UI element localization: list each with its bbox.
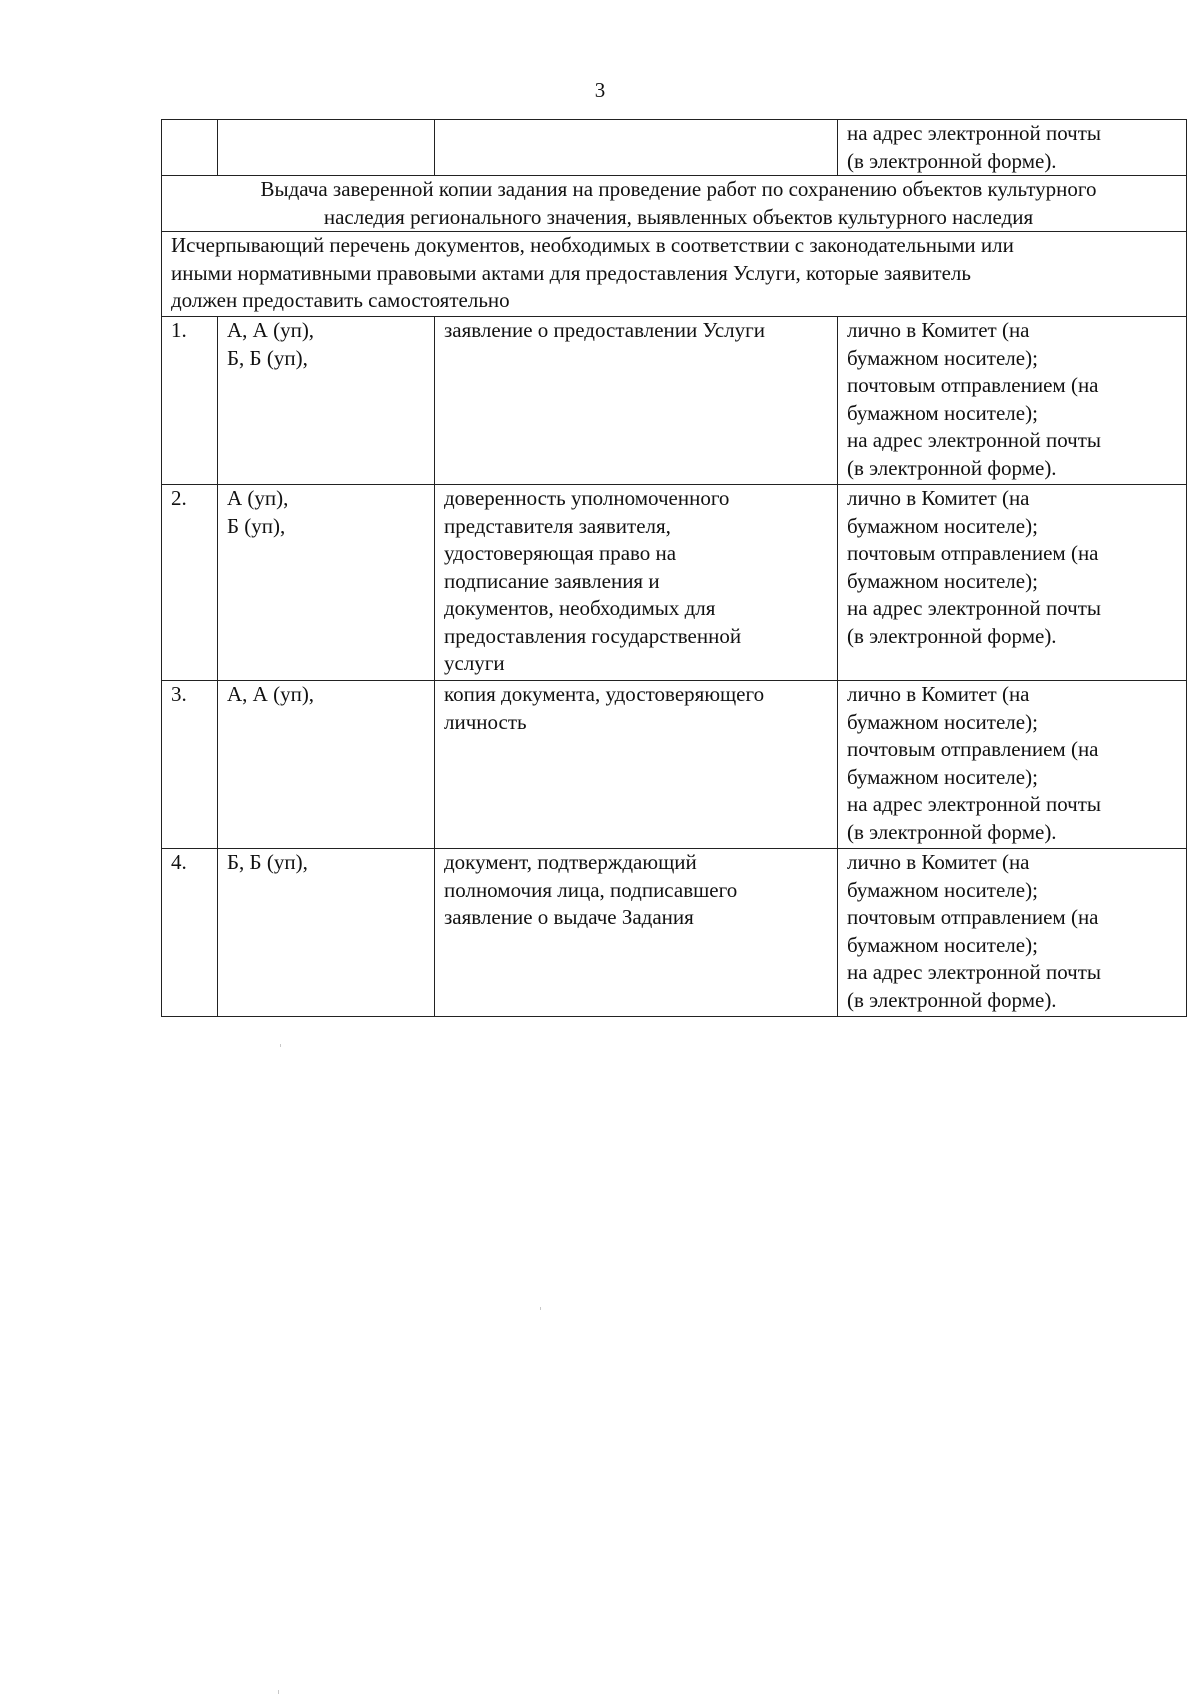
document-line: доверенность уполномоченного bbox=[444, 486, 730, 510]
document-line: полномочия лица, подписавшего bbox=[444, 877, 738, 902]
document-line: копия документа, удостоверяющего bbox=[444, 682, 765, 706]
document-line: подписание заявления и bbox=[444, 568, 660, 593]
scan-speck bbox=[280, 1044, 281, 1047]
row-applicant bbox=[218, 485, 435, 681]
method-line: лично в Комитет (на bbox=[847, 486, 1030, 510]
table-row bbox=[162, 317, 1187, 485]
section-title bbox=[162, 176, 1187, 232]
list-caption-line: иными нормативными правовыми актами для предоставления Услуги, которые заявитель bbox=[171, 260, 971, 285]
cell-applicant bbox=[218, 120, 435, 176]
applicant-line: А, А (уп), bbox=[227, 682, 315, 706]
method-line: лично в Комитет (на bbox=[847, 850, 1030, 874]
row-number: 1. bbox=[162, 317, 218, 485]
applicant-line: Б, Б (уп), bbox=[227, 345, 308, 370]
document-line: удостоверяющая право на bbox=[444, 541, 677, 565]
row-method bbox=[838, 681, 1187, 849]
method-line: бумажном носителе); bbox=[847, 932, 1038, 957]
row-document bbox=[435, 849, 838, 1017]
document-line: предоставления государственной bbox=[444, 623, 742, 648]
cell-method bbox=[838, 120, 1187, 176]
row-applicant bbox=[218, 317, 435, 485]
row-method bbox=[838, 317, 1187, 485]
cell-num bbox=[162, 120, 218, 176]
method-line: почтовым отправлением (на bbox=[847, 905, 1099, 929]
method-line: на адрес электронной почты bbox=[847, 121, 1102, 145]
row-number: 3. bbox=[162, 681, 218, 849]
table-row-continued bbox=[162, 120, 1187, 176]
method-line: бумажном носителе); bbox=[847, 764, 1038, 789]
document-line: услуги bbox=[444, 651, 505, 675]
method-line: лично в Комитет (на bbox=[847, 318, 1030, 342]
method-line: почтовым отправлением (на bbox=[847, 373, 1099, 397]
list-caption bbox=[162, 232, 1187, 317]
method-line: бумажном носителе); bbox=[847, 345, 1038, 370]
table-row bbox=[162, 681, 1187, 849]
section-title-row bbox=[162, 176, 1187, 232]
method-line: лично в Комитет (на bbox=[847, 682, 1030, 706]
method-line: на адрес электронной почты bbox=[847, 792, 1102, 816]
method-line: почтовым отправлением (на bbox=[847, 541, 1099, 565]
method-line: (в электронной форме). bbox=[847, 987, 1057, 1012]
row-number: 4. bbox=[162, 849, 218, 1017]
row-method bbox=[838, 849, 1187, 1017]
applicant-line: Б (уп), bbox=[227, 513, 286, 538]
applicant-line: Б, Б (уп), bbox=[227, 850, 308, 874]
document-line: личность bbox=[444, 709, 527, 734]
method-line: бумажном носителе); bbox=[847, 709, 1038, 734]
scan-speck bbox=[540, 1307, 541, 1310]
list-caption-line: должен предоставить самостоятельно bbox=[171, 288, 510, 312]
method-line: на адрес электронной почты bbox=[847, 960, 1102, 984]
method-line: бумажном носителе); bbox=[847, 877, 1038, 902]
document-line: документ, подтверждающий bbox=[444, 850, 697, 874]
row-method bbox=[838, 485, 1187, 681]
row-document bbox=[435, 681, 838, 849]
cell-document bbox=[435, 120, 838, 176]
method-line: почтовым отправлением (на bbox=[847, 737, 1099, 761]
row-applicant bbox=[218, 681, 435, 849]
section-title-line: наследия регионального значения, выявленных объектов культурного наследия bbox=[323, 204, 1034, 229]
row-number: 2. bbox=[162, 485, 218, 681]
row-document bbox=[435, 485, 838, 681]
list-caption-line: Исчерпывающий перечень документов, необходимых в соответствии с законодательными или bbox=[171, 233, 1014, 257]
document-line: заявление о выдаче Задания bbox=[444, 905, 694, 929]
applicant-line: А (уп), bbox=[227, 486, 289, 510]
method-line: на адрес электронной почты bbox=[847, 428, 1102, 452]
method-line: на адрес электронной почты bbox=[847, 596, 1102, 620]
documents-table bbox=[161, 119, 1187, 1017]
document-line: документов, необходимых для bbox=[444, 596, 716, 620]
method-line: бумажном носителе); bbox=[847, 400, 1038, 425]
method-line: (в электронной форме). bbox=[847, 148, 1057, 173]
method-line: бумажном носителе); bbox=[847, 513, 1038, 538]
applicant-line: А, А (уп), bbox=[227, 318, 315, 342]
method-line: бумажном носителе); bbox=[847, 568, 1038, 593]
method-line: (в электронной форме). bbox=[847, 455, 1057, 480]
row-document bbox=[435, 317, 838, 485]
section-title-line: Выдача заверенной копии задания на проведение работ по сохранению объектов культурного bbox=[260, 177, 1097, 201]
method-line: (в электронной форме). bbox=[847, 819, 1057, 844]
table-row bbox=[162, 849, 1187, 1017]
document-line: представителя заявителя, bbox=[444, 513, 671, 538]
list-caption-row bbox=[162, 232, 1187, 317]
document-line: заявление о предоставлении Услуги bbox=[444, 318, 765, 342]
scan-speck bbox=[278, 1690, 279, 1694]
page-number: 3 bbox=[594, 78, 606, 102]
table-row bbox=[162, 485, 1187, 681]
method-line: (в электронной форме). bbox=[847, 623, 1057, 648]
row-applicant bbox=[218, 849, 435, 1017]
